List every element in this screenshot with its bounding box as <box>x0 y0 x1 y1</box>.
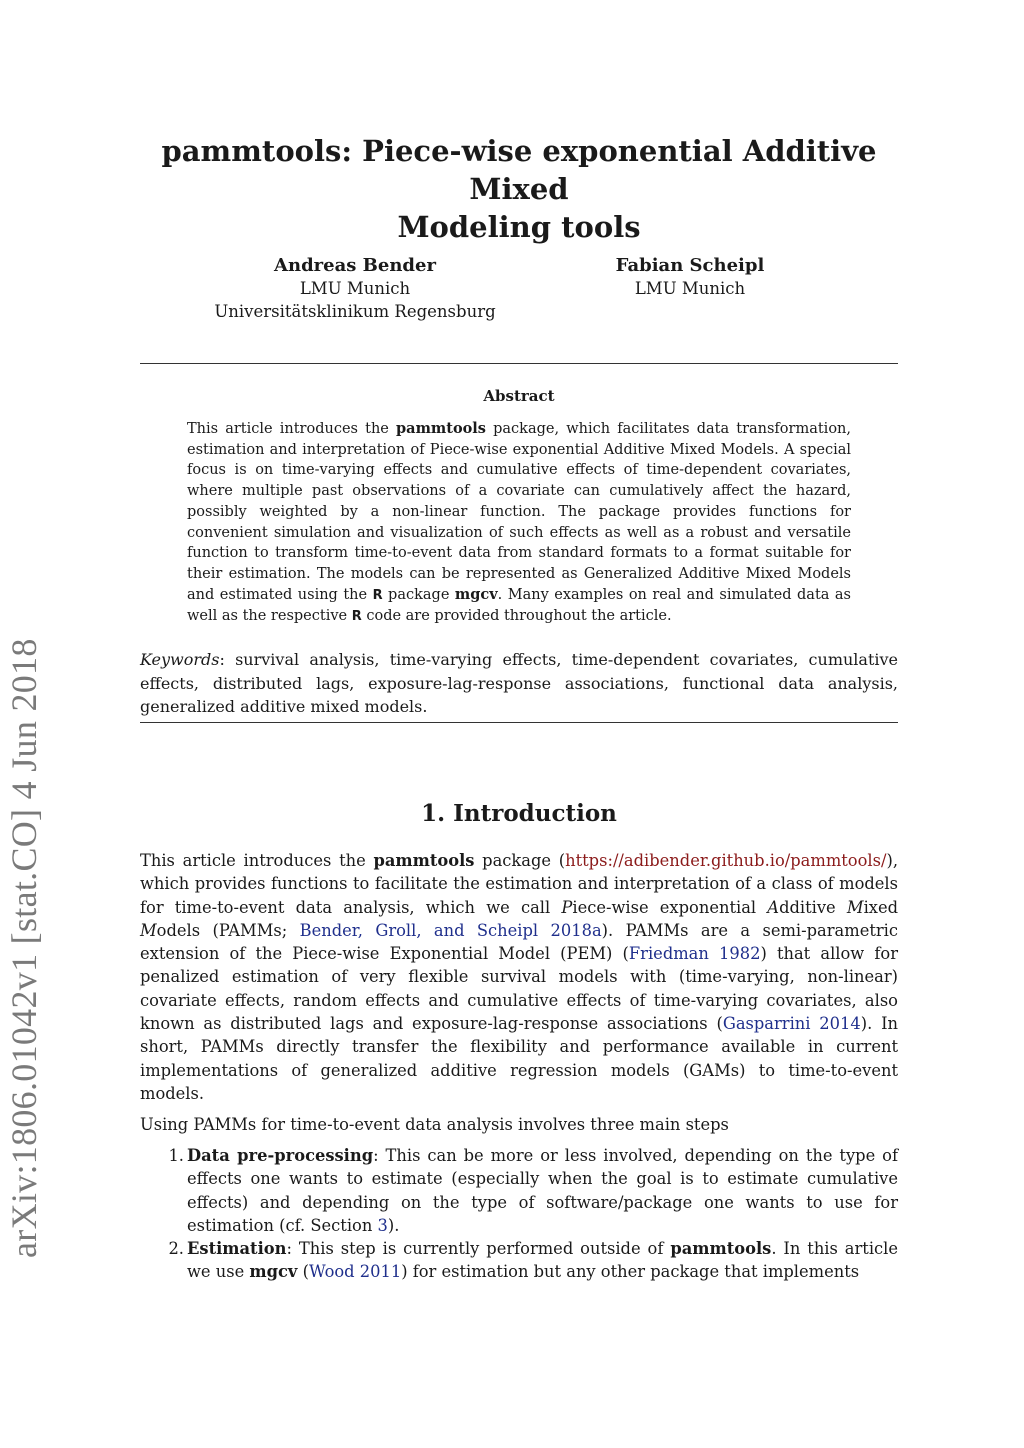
list-number: 1. <box>168 1146 184 1165</box>
r-language-name: R <box>372 587 383 603</box>
title-line-1: pammtools: Piece-wise exponential Additive Mixed <box>161 134 877 206</box>
intro-paragraph: This article introduces the pammtools package (https://adibender.github.io/pammtools/), which provides functions to facilitate the estimation and interpretation of a class of models for time-to-event data analysis, which we call Piece-wise exponential Additive Mixed Models (PAMMs; Bender, Groll, and Scheipl 2018a). PAMMs are a semi-parametric extension of the Piece-wise Exponential Model (PEM) (Friedman 1982) that allow for penalized estimation of very flexible survival models with (time-varying, non-linear) covariate effects, random effects and cumulative effects of time-varying covariates, also known as distributed lags and exposure-lag-response associations (Gasparrini 2014). In short, PAMMs directly transfer the flexibility and performance available in current implementations of generalized additive regression models (GAMs) to time-to-event models. <box>140 851 899 1103</box>
author-name: Fabian Scheipl <box>615 255 765 276</box>
abstract-heading: Abstract <box>483 387 555 405</box>
section-reference-link[interactable]: 3 <box>377 1215 388 1235</box>
title-line-2: Modeling tools <box>397 210 641 244</box>
author-affiliation: LMU Munich <box>299 279 411 298</box>
paper-title <box>140 132 898 246</box>
r-language-name: R <box>351 609 362 625</box>
package-url-link[interactable]: https://adibender.github.io/pammtools/ <box>565 851 887 870</box>
keywords-label: Keywords <box>140 650 220 669</box>
divider-top <box>140 363 898 364</box>
package-name: pammtools <box>373 851 475 870</box>
list-item-text: Estimation: This step is currently performed outside of pammtools. In this article we use mgcv (Wood 2011) for estimation but any other package that implements <box>187 1239 898 1282</box>
citation-link[interactable]: Wood 2011 <box>308 1262 402 1282</box>
package-name: mgcv <box>454 585 498 603</box>
author-name: Andreas Bender <box>274 255 436 276</box>
author-block-2 <box>590 254 790 300</box>
keywords: Keywords: survival analysis, time-varying effects, time-dependent covariates, cumulative effects, distributed lags, exposure-lag-response associations, functional data analysis, generalized additive mixed models. <box>140 650 898 716</box>
arxiv-side-identifier: arXiv:1806.01042v1 [stat.CO] 4 Jun 2018 <box>4 638 44 1258</box>
abstract-body: This article introduces the pammtools package, which facilitates data transformation, estimation and interpretation of Piece-wise exponential Additive Mixed Models. A special focus is on time-varying effects and cumulative effects of time-dependent covariates, where multiple past observations of a covariate can cumulatively affect the hazard, possibly weighted by a non-linear function. The package provides functions for convenient simulation and visualization of such effects as well as a robust and versatile function to transform time-to-event data from standard formats to a format suitable for their estimation. The models can be represented as Generalized Additive Mixed Models and estimated using the R package mgcv. Many examples on real and simulated data as well as the respective R code are provided throughout the article. <box>187 420 851 625</box>
citation-link[interactable]: Bender, Groll, and Scheipl 2018a <box>299 920 602 940</box>
author-affiliation: Universitätsklinikum Regensburg <box>214 302 496 321</box>
author-affiliation: LMU Munich <box>634 279 746 298</box>
citation-link[interactable]: Gasparrini 2014 <box>722 1014 861 1034</box>
package-name: mgcv <box>249 1262 298 1282</box>
package-name: pammtools <box>396 420 486 437</box>
list-number: 2. <box>168 1239 184 1258</box>
author-block-1 <box>205 254 505 323</box>
package-name: pammtools <box>670 1239 772 1258</box>
steps-intro-paragraph: Using PAMMs for time-to-event data analysis involves three main steps <box>140 1115 729 1134</box>
citation-link[interactable]: Friedman 1982 <box>628 944 761 964</box>
list-item-text: Data pre-processing: This can be more or less involved, depending on the type of effects one wants to estimate (especially when the goal is to estimate cumulative effects) and depending on the type of software/package one wants to use for estimation (cf. Section 3). <box>187 1146 898 1235</box>
divider-bottom <box>140 722 898 723</box>
section-heading: 1. Introduction <box>421 800 617 827</box>
